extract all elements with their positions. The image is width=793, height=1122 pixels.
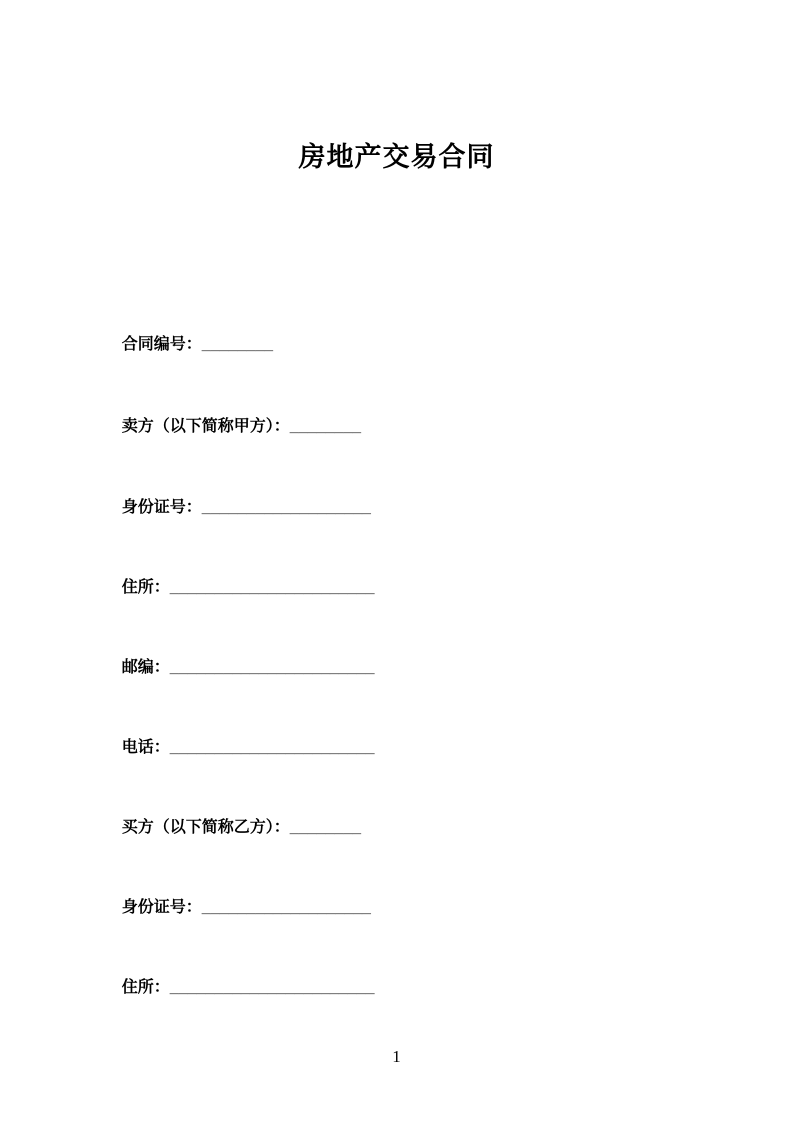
seller-id-number-label: 身份证号： — [121, 499, 202, 516]
buyer-address-row — [104, 955, 374, 1021]
seller-postcode-row — [104, 635, 374, 701]
seller-id-number-row — [104, 475, 371, 541]
buyer-party-b-label: 买方（以下简称乙方）： — [121, 819, 290, 836]
buyer-id-number-row — [104, 875, 371, 941]
seller-postcode-label: 邮编： — [121, 659, 170, 676]
seller-party-a-blank-line[interactable]: ________ — [289, 418, 361, 435]
page-number: 1 — [392, 1047, 401, 1066]
document-title: 房地产交易合同 — [298, 142, 495, 172]
seller-phone-blank-line[interactable]: _______________________ — [169, 739, 375, 756]
buyer-address-label: 住所： — [121, 979, 170, 996]
seller-id-number-blank-line[interactable]: ___________________ — [201, 499, 371, 516]
buyer-id-number-blank-line[interactable]: ___________________ — [201, 899, 371, 916]
seller-address-blank-line[interactable]: _______________________ — [169, 579, 375, 596]
contract-number-label: 合同编号： — [121, 336, 202, 353]
contract-number-row — [104, 312, 273, 378]
seller-phone-label: 电话： — [121, 739, 170, 756]
contract-number-blank-line[interactable]: ________ — [201, 336, 273, 353]
seller-address-label: 住所： — [121, 579, 170, 596]
buyer-party-b-row — [104, 795, 361, 861]
buyer-id-number-label: 身份证号： — [121, 899, 202, 916]
seller-phone-row — [104, 715, 374, 781]
seller-party-a-label: 卖方（以下简称甲方）： — [121, 418, 290, 435]
seller-address-row — [104, 555, 374, 621]
seller-postcode-blank-line[interactable]: _______________________ — [169, 659, 375, 676]
buyer-party-b-blank-line[interactable]: ________ — [289, 819, 361, 836]
seller-party-a-row — [104, 394, 361, 460]
buyer-address-blank-line[interactable]: _______________________ — [169, 979, 375, 996]
